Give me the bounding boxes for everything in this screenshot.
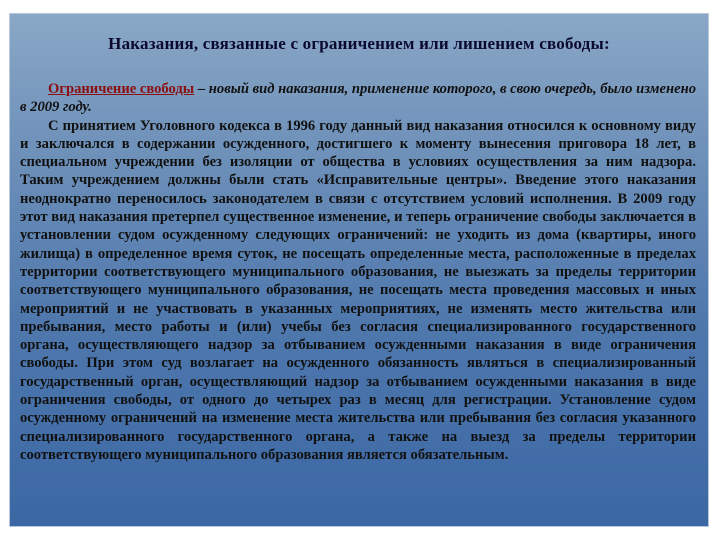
definition-paragraph <box>20 80 696 117</box>
definition-text: новый вид наказания, применение которого, в свою очередь, было изменено в 2009 году. <box>20 81 696 116</box>
slide <box>10 14 708 526</box>
slide-title: Наказания, связанные с ограничением или лишением свободы: <box>108 34 610 53</box>
main-paragraph: С принятием Уголовного кодекса в 1996 году данный вид наказания относился к основному виду и заключался в содержании осужденного, достигшего к моменту вынесения приговора 18 лет, в специальном учреждении без изоляции от общества в условиях осуществления за ним надзора. Таким учреждением должны были стать «Исправительные центры». Введение этого наказания неоднократно переносилось законодателем в связи с отсутствием условий исполнения. В 2009 году этот вид наказания претерпел существенное изменение, и теперь ограничение свободы заключается в установлении судом осужденному следующих ограничений: не уходить из дома (квартиры, иного жилища) в определенное время суток, не посещать определенные места, расположенные в пределах территории соответствующего муниципального образования, не выезжать за пределы территории соответствующего муниципального образования, не посещать места проведения массовых и иных мероприятий и не участвовать в указанных мероприятиях, не изменять место жительства или пребывания, место работы и (или) учебы без согласия специализированного государственного органа, осуществляющего надзор за отбыванием осужденными наказания в виде ограничения свободы. При этом суд возлагает на осужденного обязанность являться в специализированный государственный орган, осуществляющий надзор за отбыванием осужденными наказания в виде ограничения свободы, от одного до четырех раз в месяц для регистрации. Установление судом осужденному ограничений на изменение места жительства или пребывания без согласия указанного специализированного государственного органа, а также на выезд за пределы территории соответствующего муниципального образования является обязательным. <box>20 117 696 463</box>
slide-body <box>20 80 696 464</box>
definition-term: Ограничение свободы <box>48 81 195 97</box>
definition-separator: – <box>194 81 209 97</box>
